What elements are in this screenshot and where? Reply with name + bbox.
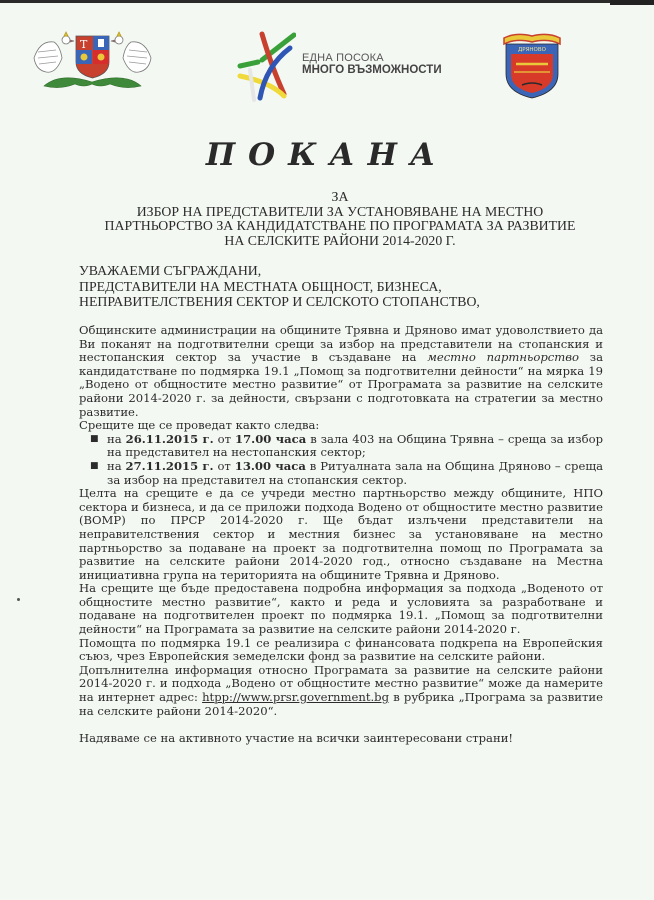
- scan-corner-edge: [610, 0, 654, 5]
- meeting-time: 17.00 часа: [235, 431, 307, 446]
- meeting-time: 13.00 часа: [234, 458, 306, 473]
- subtitle-line: ИЗБОР НА ПРЕДСТАВИТЕЛИ ЗА УСТАНОВЯВАНЕ НА МЕСТНО: [136, 203, 544, 219]
- closing-line: Надяваме се на активното участие на всички заинтересовани страни!: [79, 730, 514, 745]
- info-paragraph: На срещите ще бъде предоставена подробна информация за подхода „Воденото от общностите местно развитие“, както и реда и условията за разработване и подаване на подготвителен проект по подмярка 19.1. „Помощ за подготвителни дейности“ на Програмата за развитие на селските райони 2014-2020 г.: [79, 581, 603, 637]
- meetings-list: [79, 433, 603, 487]
- more-info-paragraph: Допълнителна информация относно Програмата за развитие на селските райони 2014-2020 г. и подхода „Водено от общностите местно развитие“ може да намерите на интернет адрес: htpp://www.prsr.government.bg в рубрика „Програма за развитие на селските райони 2014-2020“.: [79, 662, 603, 718]
- meeting-date: 27.11.2015 г.: [125, 458, 214, 473]
- document-subtitle: [60, 190, 620, 248]
- greeting-line: НЕПРАВИТЕЛСТВЕНИЯ СЕКТОР И СЕЛСКОТО СТОПАНСТВО,: [79, 294, 480, 309]
- dryanovo-coat-of-arms-logo: [500, 30, 564, 100]
- meeting-item: ■ на 26.11.2015 г. от 17.00 часа в зала 403 на Община Трявна – среща за избор на представител на нестопанския сектор;: [90, 431, 603, 460]
- meeting-date: 26.11.2015 г.: [125, 431, 214, 446]
- crown-icon: [504, 34, 560, 44]
- meeting-details: в зала 403 на Община Трявна – среща за избор на представител на нестопанския сектор;: [107, 431, 603, 460]
- intro-text: Общинските администрации на общините Трявна и Дряново имат удоволствието да Ви поканят на подготвителни срещи за избор на представители на стопанския и нестопанския сектор за участие в създаване на: [79, 323, 603, 365]
- subtitle-line: ЗА: [331, 189, 349, 204]
- svg-text:ДРЯНОВО: ДРЯНОВО: [517, 47, 547, 53]
- intro-text-continued: за кандидатстване по подмярка 19.1 „Помощ за подготвителни дейности“ на мярка 19 „Водено от общностите местно развитие“ от Програмата за развитие на селските райони 2014-2020 г. за дейности, свързани с подготовката на стратегии за местно развитие.: [79, 350, 604, 419]
- meetings-intro: Срещите ще се проведат както следва:: [79, 418, 320, 433]
- svg-text:T: T: [80, 38, 88, 51]
- shield-icon: [76, 36, 109, 78]
- logo-slogan-line2: МНОГО ВЪЗМОЖНОСТИ: [302, 64, 442, 76]
- website-link[interactable]: htpp://www.prsr.government.bg: [202, 690, 390, 705]
- logo-slogan-line1: ЕДНА ПОСОКА: [302, 52, 384, 64]
- document-title: ПОКАНА: [205, 137, 449, 173]
- scan-top-edge: [0, 0, 654, 3]
- greeting-line: УВАЖАЕМИ СЪГРАЖДАНИ,: [79, 263, 262, 278]
- subtitle-line: ПАРТНЬОРСТВО ЗА КАНДИДАТСТВАНЕ ПО ПРОГРАМАТА ЗА РАЗВИТИЕ: [104, 218, 576, 233]
- intro-paragraph: [79, 324, 603, 419]
- right-bird-icon: [111, 32, 151, 72]
- greeting-line: ПРЕДСТАВИТЕЛИ НА МЕСТНАТА ОБЩНОСТ, БИЗНЕСА,: [79, 278, 442, 294]
- funding-paragraph: Помощта по подмярка 19.1 се реализира с финансовата подкрепа на Европейския съюз, чрез Европейския земеделски фонд за развитие на селските райони.: [79, 635, 603, 664]
- document-body: [79, 324, 603, 745]
- meeting-item: ■ на 27.11.2015 г. от 13.00 часа в Ритуалната зала на Община Дряново – среща за избор на представител на стопанския сектор.: [90, 458, 604, 487]
- greeting: [79, 263, 619, 310]
- intro-italic-text: местно партньорство: [427, 350, 579, 365]
- left-bird-icon: [34, 32, 74, 72]
- bullet-icon: ■: [90, 460, 99, 471]
- bullet-icon: ■: [90, 433, 99, 444]
- subtitle-line: НА СЕЛСКИТЕ РАЙОНИ 2014-2020 Г.: [224, 232, 456, 248]
- scan-speck: [17, 598, 20, 601]
- meeting-details: в Ритуалната зала на Община Дряново – среща за избор на представител на стопанския сектор.: [107, 458, 604, 487]
- laurel-ornament-icon: [44, 78, 141, 88]
- rural-development-program-logo: [236, 30, 446, 105]
- goal-paragraph: Целта на срещите е да се учреди местно партньорство между общините, НПО сектора и бизнеса, и да се приложи подхода Водено от общностите местно развитие (ВОМР) по ПРСР 2014-2020 г. Ще бъдат излъчени представители на неправителствения сектор и местния бизнес за установяване на местно партньорство за подаване на проект за подготвителна помощ по Програмата за развитие на селските райони 2014-2020 год., относно създаване на Местна инициативна група на територията на общините Трявна и Дряново.: [79, 486, 603, 582]
- trevna-coat-of-arms-logo: [30, 28, 155, 96]
